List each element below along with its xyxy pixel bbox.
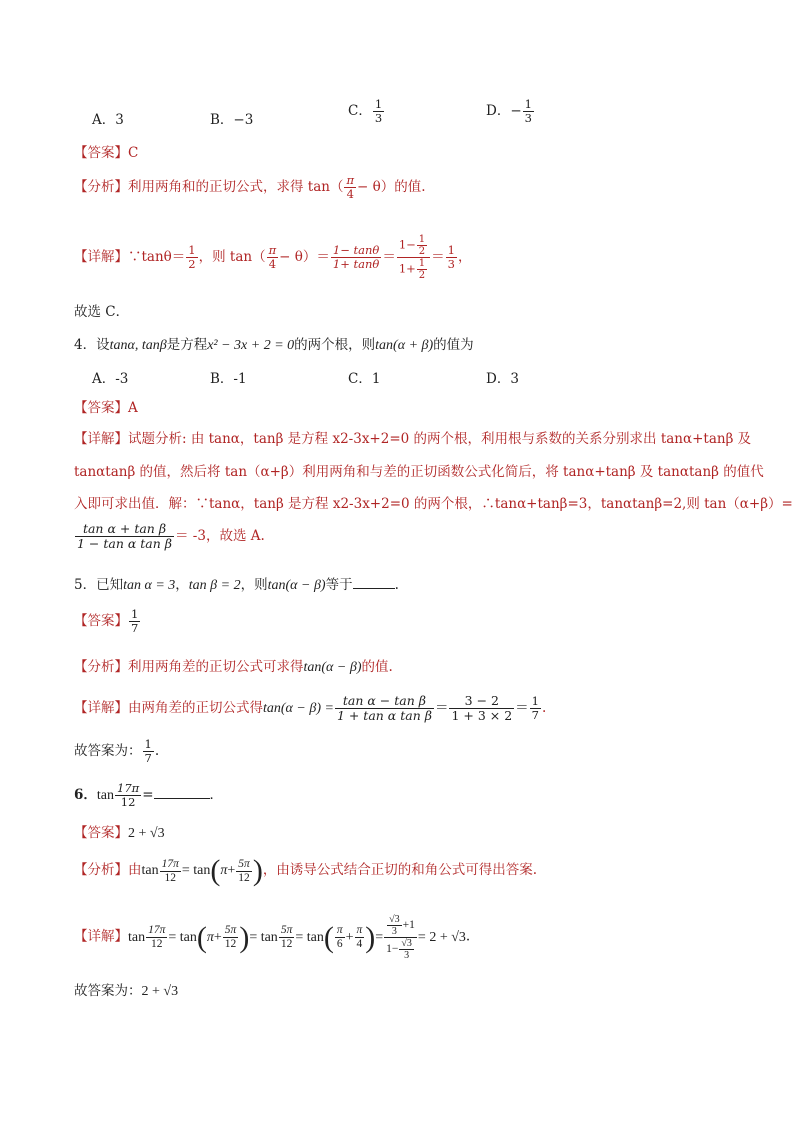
q4-stem: 4．设tanα, tanβ是方程x² − 3x + 2 = 0的两个根，则tan(α + β)的值为 <box>74 337 474 353</box>
q5-answer: 【答案】 $\frac{1}{7}$ <box>74 607 139 635</box>
q5-conclusion: 故答案为： $\frac{1}{7}$ . <box>74 737 160 765</box>
q4-option-a: A．-3 <box>92 371 129 387</box>
q4-detail-line-2: tanαtanβ 的值，然后将 tan（α+β）利用两角和与差的正切函数公式化简后，将 tanα+tanβ 及 tanαtanβ 的值代 <box>74 464 764 480</box>
q5-detail: 【详解】由两角差的正切公式得tan(α − β) = $\frac{\text{tan α − tan β}}{\text{1 + tan α tan β}}$ ＝ $\frac{3 - 2}{1 + 3 \times 2}$ ＝ $\frac{1}{7}$ . <box>74 693 547 723</box>
q4-detail-line-1: 【详解】试题分析: 由 tanα，tanβ 是方程 x2-3x+2=0 的两个根，利用根与系数的关系分别求出 tanα+tanβ 及 <box>74 431 752 447</box>
q3-detail: 【详解】∵tanθ＝ $\frac{1}{2}$ ，则 tan（ $\frac{\pi}{4}$ − θ）＝ $\frac{1- \tan\theta}{1+ \tan\theta}$ ＝ 1− $\frac{1}{2}$ 1+ $\frac{1}{2}$ ＝ $\frac{1}{3}$ ， <box>74 234 472 281</box>
q5-analysis: 【分析】利用两角差的正切公式可求得tan(α − β)的值. <box>74 659 393 675</box>
q3-option-a: A．3 <box>92 112 124 128</box>
q4-option-d: D．3 <box>486 371 519 387</box>
q3-option-c: C． $\frac{1}{3}$ <box>348 97 383 125</box>
q3-conclusion: 故选 C． <box>74 304 130 320</box>
q4-option-b: B．-1 <box>210 371 247 387</box>
q6-answer: 【答案】2 + √3 <box>74 825 165 841</box>
q6-stem: 6．tan $\frac{17\pi}{12}$ = ． <box>74 781 224 809</box>
q4-detail-line-4: $\frac{\text{tan α + tan β}}{\text{1 − tan α tan β}}$ ＝ -3，故选 A. <box>77 521 265 551</box>
q6-analysis: 【分析】由tan $\frac{17\pi}{12}$ = tan(π+ $\frac{5\pi}{12}$ )，由诱导公式结合正切的和角公式可得出答案. <box>74 854 538 887</box>
answer-blank <box>154 786 210 799</box>
q6-detail: 【详解】tan $\frac{17\pi}{12}$ = tan(π+ $\frac{5\pi}{12}$ )= tan $\frac{5\pi}{12}$ = tan( $\frac{\pi}{6}$ + $\frac{\pi}{4}$ )= $\frac{√3}{3}$ +1 1− $\frac{√3}{3}$ = 2 + √3. <box>74 914 471 961</box>
fraction: $\frac{1}{3}$ <box>374 97 383 125</box>
q3-option-d: D．− $\frac{1}{3}$ <box>486 97 532 125</box>
answer-blank <box>353 576 395 589</box>
q4-detail-line-3: 入即可求出值．解：∵tanα，tanβ 是方程 x2-3x+2=0 的两个根，∴tanα+tanβ=3，tanαtanβ=2,则 tan（α+β）= <box>74 496 793 512</box>
q5-stem: 5．已知tan α = 3，tan β = 2，则tan(α − β)等于 . <box>74 577 399 593</box>
q4-option-c: C．1 <box>348 371 381 387</box>
q3-option-b: B．−3 <box>210 112 254 128</box>
q4-answer: 【答案】A <box>74 400 138 416</box>
q3-analysis: 【分析】利用两角和的正切公式，求得 tan（ $\frac{\pi}{4}$ − θ）的值. <box>74 173 426 201</box>
q3-answer: 【答案】C <box>74 145 139 161</box>
q6-conclusion: 故答案为：2 + √3 <box>74 983 179 999</box>
fraction: $\frac{1}{3}$ <box>524 97 532 125</box>
